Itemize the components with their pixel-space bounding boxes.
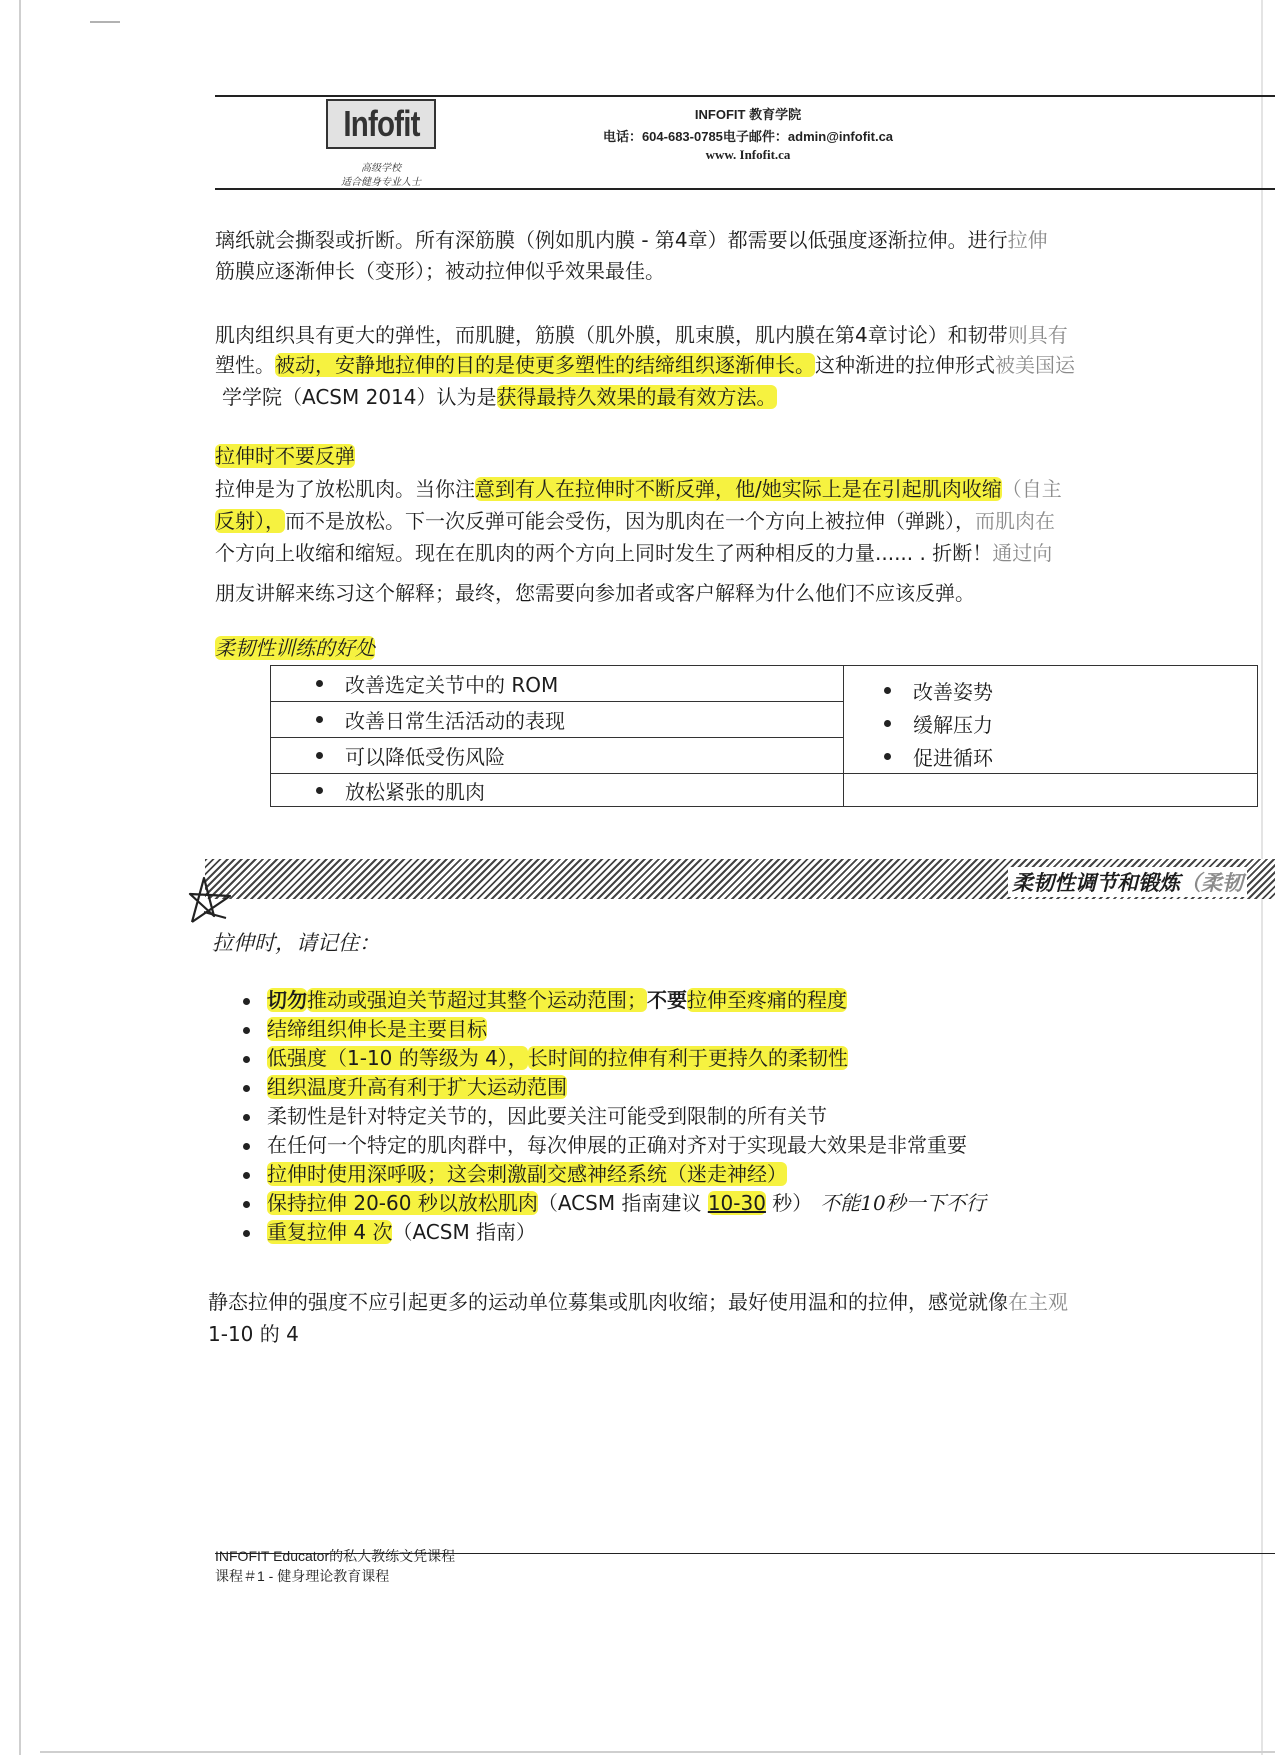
benefit-cell-empty — [844, 774, 1258, 807]
para2-line-1: 肌肉组织具有更大的弹性，而肌腱，筋膜（肌外膜，肌束膜，肌内膜在第4章讨论）和韧带则具有 — [215, 323, 1068, 347]
list-item: 重复拉伸 4 次（ACSM 指南） — [243, 1218, 986, 1247]
benefits-heading: 柔韧性训练的好处 — [215, 636, 375, 660]
bullet-icon — [316, 716, 323, 723]
list-item: 切勿推动或强迫关节超过其整个运动范围；不要拉伸至疼痛的程度 — [243, 986, 986, 1015]
header-top-rule — [215, 95, 1275, 97]
logo-tagline-1: 高级学校 — [361, 163, 401, 174]
footer-line-2: 课程＃1 - 健身理论教育课程 — [215, 1568, 390, 1584]
closing-line-2: 1-10 的 4 — [208, 1322, 299, 1346]
bullet-icon — [243, 1056, 250, 1063]
bounce-line-1: 拉伸是为了放松肌肉。当你注意到有人在拉伸时不断反弹，他/她实际上是在引起肌肉收缩（自主 — [215, 477, 1062, 501]
infofit-logo — [326, 99, 436, 149]
bullet-icon — [243, 1172, 250, 1179]
para2-line-2: 塑性。被动，安静地拉伸的目的是使更多塑性的结缔组织逐渐伸长。这种渐进的拉伸形式被美国运 — [215, 353, 1075, 377]
bullet-icon — [884, 720, 891, 727]
list-item: 柔韧性是针对特定关节的，因此要关注可能受到限制的所有关节 — [243, 1102, 986, 1131]
logo-tagline-2: 适合健身专业人士 — [341, 177, 421, 188]
section-banner — [205, 859, 1275, 899]
closing-line-1: 静态拉伸的强度不应引起更多的运动单位募集或肌肉收缩；最好使用温和的拉伸，感觉就像在主观 — [208, 1290, 1068, 1314]
bullet-icon — [316, 787, 323, 794]
benefits-row — [271, 666, 1258, 702]
list-item: 低强度（1-10 的等级为 4），长时间的拉伸有利于更持久的柔韧性 — [243, 1044, 986, 1073]
reminder-heading: 拉伸时，请记住： — [212, 931, 380, 955]
benefit-cell: 可以降低受伤风险 — [271, 738, 844, 774]
bounce-line-4: 朋友讲解来练习这个解释；最终，您需要向参加者或客户解释为什么他们不应该反弹。 — [215, 581, 975, 605]
header-website: www. Infofit.ca — [705, 147, 791, 162]
bullet-icon — [243, 998, 250, 1005]
list-item: 结缔组织伸长是主要目标 — [243, 1015, 986, 1044]
benefit-cell-right: 改善姿势 缓解压力 促进循环 — [844, 666, 1258, 774]
bullet-icon — [243, 1201, 250, 1208]
para2-line-3: 学学院（ACSM 2014）认为是获得最持久效果的最有效方法。 — [222, 385, 777, 409]
header-bottom-rule — [215, 188, 1275, 190]
list-item: 保持拉伸 20-60 秒以放松肌肉（ACSM 指南建议 10-30 秒） 不能10秒一下不行 — [243, 1189, 986, 1218]
section-banner-title: 柔韧性调节和锻炼（柔韧 — [1008, 867, 1247, 897]
intro-line-2: 筋膜应逐渐伸长（变形）；被动拉伸似乎效果最佳。 — [215, 259, 665, 283]
bullet-icon — [243, 1027, 250, 1034]
bullet-icon — [884, 687, 891, 694]
bullet-icon — [243, 1230, 250, 1237]
footer-line-1: INFOFIT Educator的私人教练文凭课程 — [215, 1548, 456, 1564]
bullet-icon — [243, 1143, 250, 1150]
bounce-line-3: 个方向上收缩和缩短。现在在肌肉的两个方向上同时发生了两种相反的力量...... . 折断！通过向 — [215, 541, 1053, 565]
bullet-icon — [316, 752, 323, 759]
intro-line-1: 璃纸就会撕裂或折断。所有深筋膜（例如肌内膜 - 第4章）都需要以低强度逐渐拉伸。进行拉伸 — [215, 228, 1048, 252]
benefits-table — [270, 665, 1258, 807]
list-item: 在任何一个特定的肌肉群中，每次伸展的正确对齐对于实现最大效果是非常重要 — [243, 1131, 986, 1160]
handwritten-star-mark — [186, 872, 250, 932]
benefits-row — [271, 774, 1258, 807]
bullet-icon — [243, 1114, 250, 1121]
benefit-cell: 改善选定关节中的 ROM — [271, 666, 844, 702]
benefit-cell: 改善日常生活活动的表现 — [271, 702, 844, 738]
bullet-icon — [884, 753, 891, 760]
logo-text: Infofit — [342, 103, 420, 144]
reminder-list — [243, 986, 986, 1247]
list-item: 组织温度升高有利于扩大运动范围 — [243, 1073, 986, 1102]
handwritten-note: 不能10秒一下不行 — [820, 1191, 986, 1215]
benefit-cell: 放松紧张的肌肉 — [271, 774, 844, 807]
list-item: 拉伸时使用深呼吸；这会刺激副交感神经系统（迷走神经） — [243, 1160, 986, 1189]
header-contact: 电话：604-683-0785电子邮件：admin@infofit.ca — [602, 129, 894, 144]
bullet-icon — [243, 1085, 250, 1092]
bullet-icon — [316, 680, 323, 687]
bounce-line-2: 反射），而不是放松。下一次反弹可能会受伤，因为肌肉在一个方向上被拉伸（弹跳），而肌肉在 — [215, 509, 1055, 533]
bounce-heading: 拉伸时不要反弹 — [215, 444, 355, 468]
header-org: INFOFIT 教育学院 — [694, 107, 802, 122]
